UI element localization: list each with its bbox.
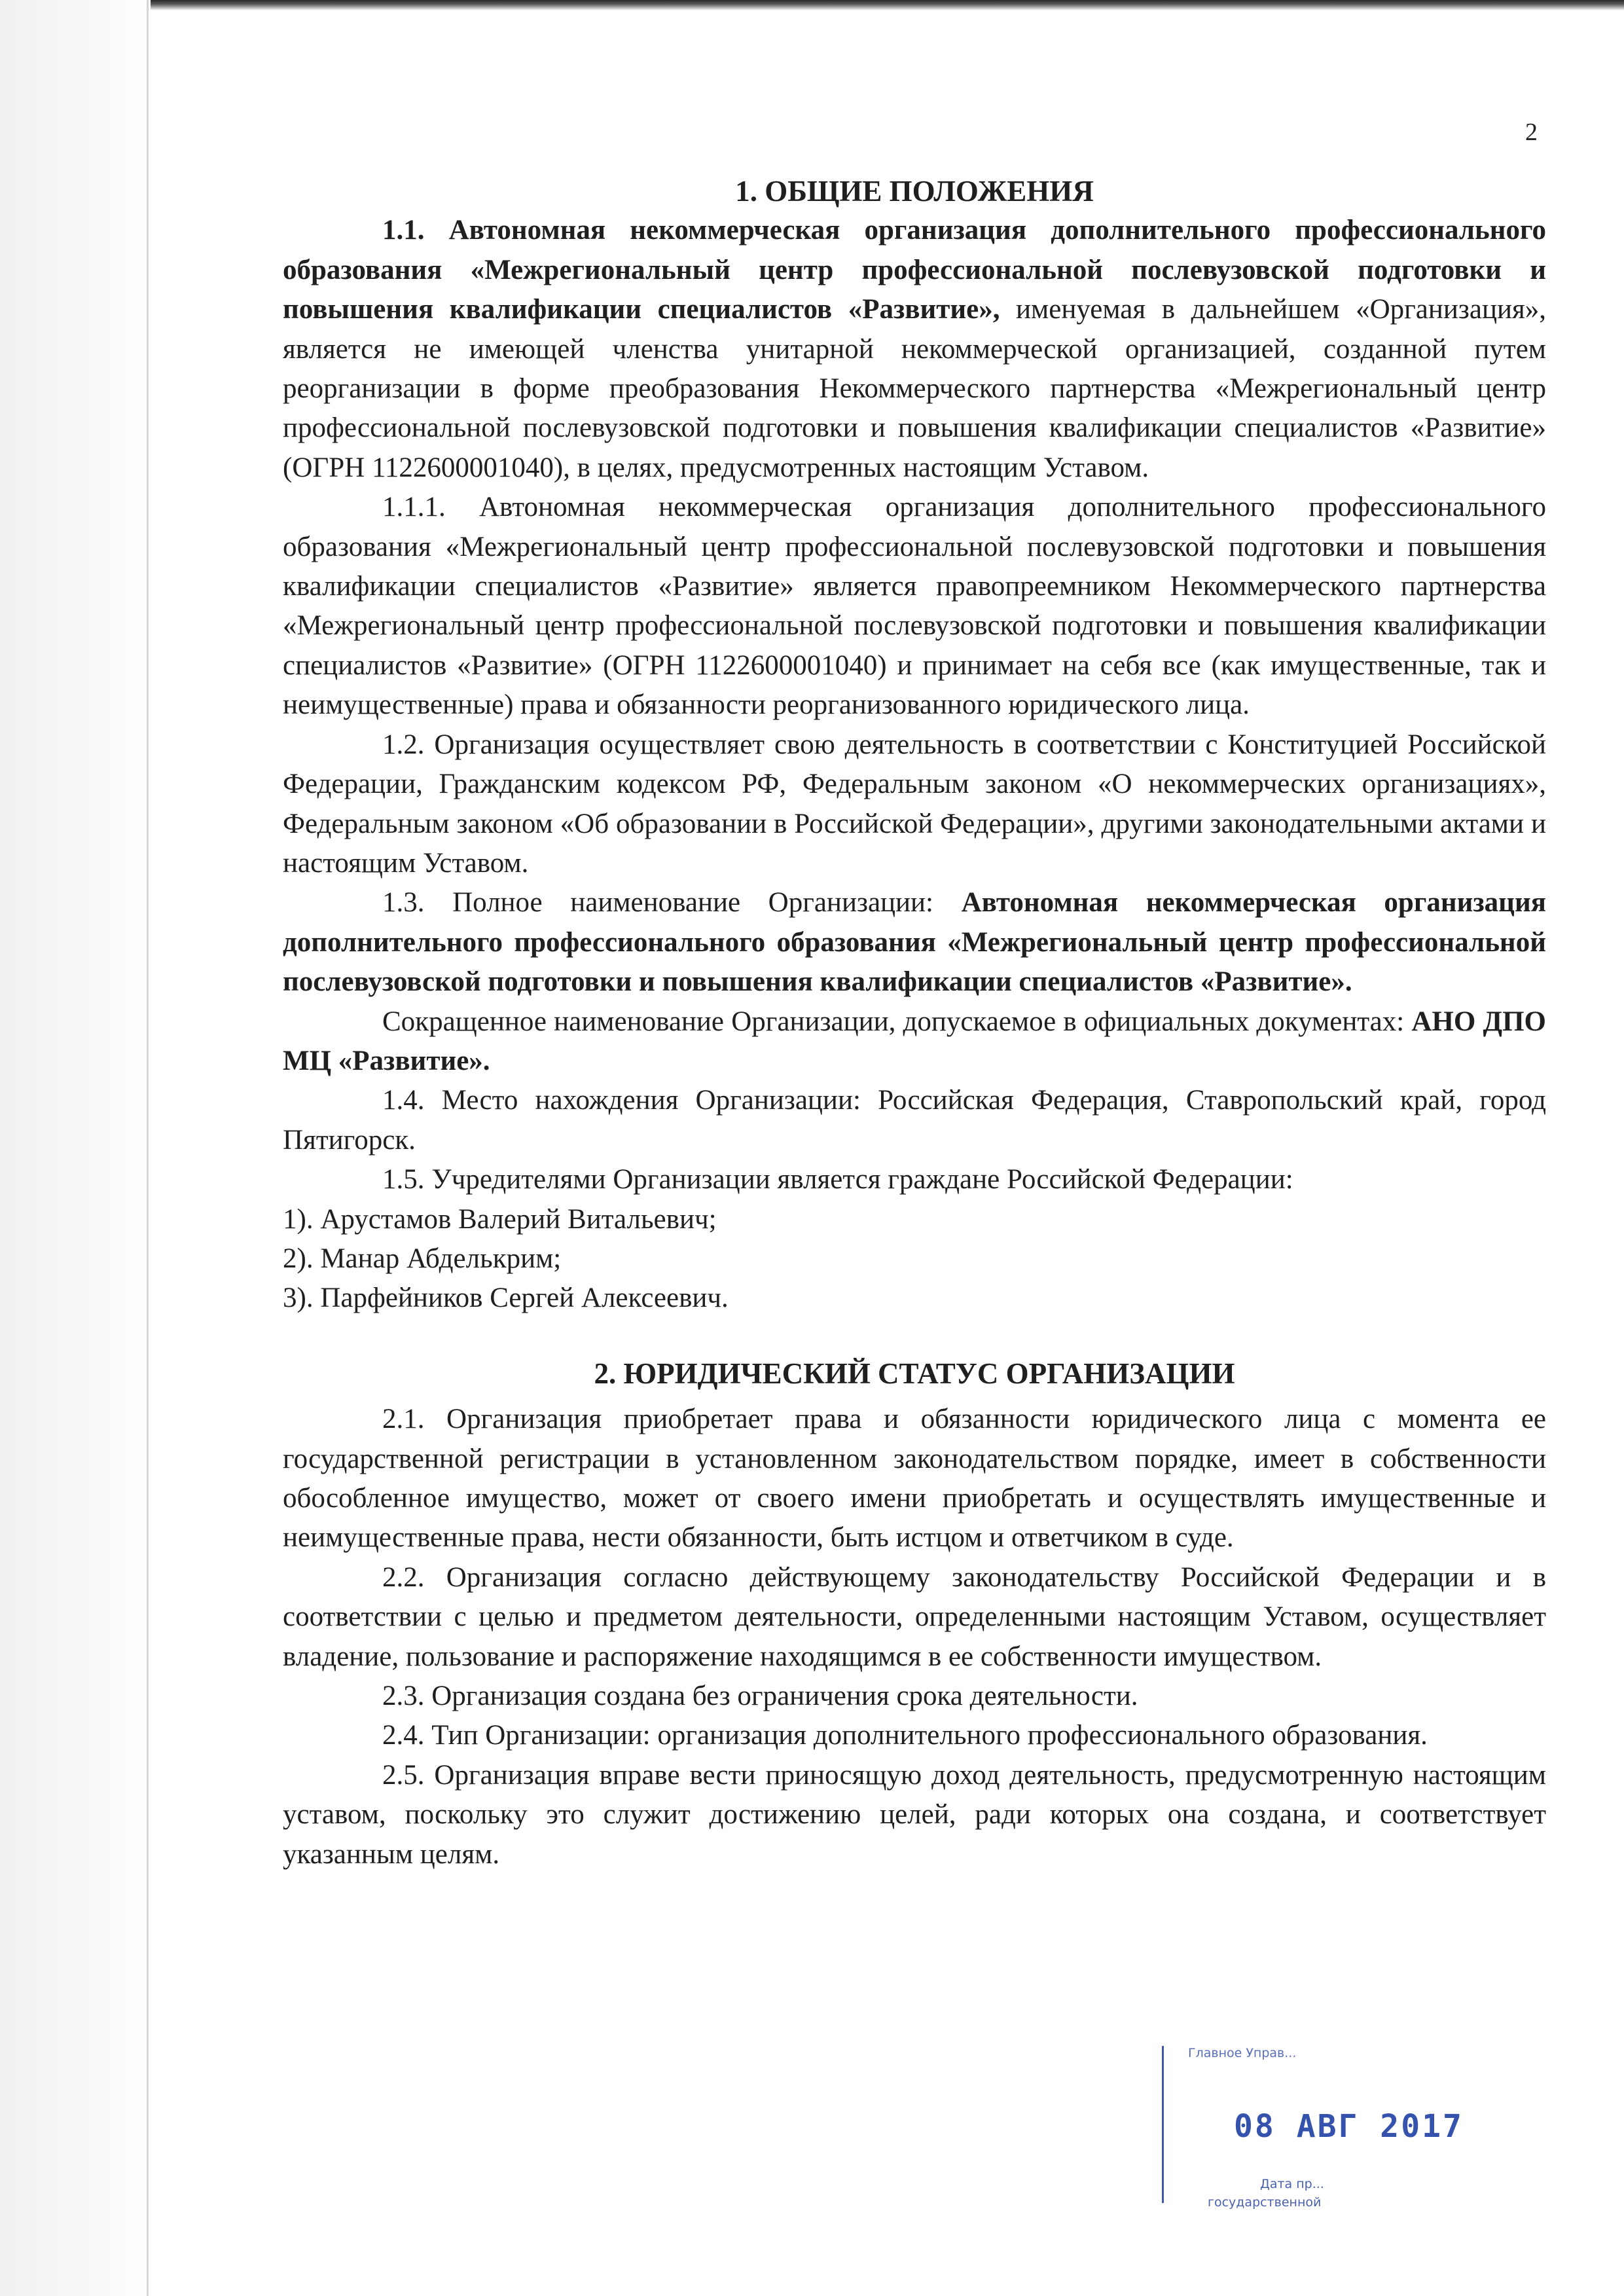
section-1-heading: 1. ОБЩИЕ ПОЛОЖЕНИЯ: [735, 175, 1094, 208]
paragraph-1-1-number: 1.1.: [382, 215, 425, 246]
stamp-footer-line-2: государственной: [1208, 2195, 1322, 2210]
paragraph-1-4: 1.4. Место нахождения Организации: Российская Федерация, Ставропольский край, город Пятигорск.: [283, 1085, 1546, 1156]
paragraph-1-1-1: 1.1.1. Автономная некоммерческая организация дополнительного профессионального образования «Межрегиональный центр профессиональной послевузовской подготовки и повышения квалификации специалистов «Развитие» является правопреемником Некоммерческого партнерства «Межрегиональный центр профессиональной послевузовской подготовки и повышения квалификации специалистов «Развитие» (ОГРН 1122600001040) и принимает на себя все (как имущественные, так и неимущественные) права и обязанности реорганизованного юридического лица.: [283, 492, 1546, 721]
short-name-intro: Сокращенное наименование Организации, допускаемое в официальных документах:: [382, 1006, 1405, 1037]
paragraph-1-3: [283, 883, 1546, 1002]
document-body: [283, 172, 1546, 1874]
stamp-footer-line-1: Дата пр...: [1260, 2177, 1324, 2191]
stamp-border-line: [1162, 2046, 1164, 2203]
paragraph-2-3: 2.3. Организация создана без ограничения срока деятельности.: [382, 1681, 1138, 1712]
page-number: 2: [1525, 118, 1538, 146]
paragraph-2-2: 2.2. Организация согласно действующему законодательству Российской Федерации и в соответствии с целью и предметом деятельности, определенными настоящим Уставом, осуществляет владение, пользование и распоряжение находящимся в ее собственности имуществом.: [283, 1561, 1546, 1672]
founder-item: 1). Арустамов Валерий Витальевич;: [283, 1203, 717, 1235]
paragraph-1-5: 1.5. Учредителями Организации является граждане Российской Федерации:: [382, 1164, 1293, 1195]
registration-stamp: [1162, 2046, 1502, 2223]
short-name-value: АНО ДПО МЦ «Развитие».: [283, 1006, 1546, 1076]
paragraph-2-4: 2.4. Тип Организации: организация дополнительного профессионального образования.: [382, 1720, 1428, 1751]
paragraph-1-1-text: именуемая в дальнейшем «Организация», является не имеющей членства унитарной некоммерческой организацией, созданной путем реорганизации в форме преобразования Некоммерческого партнерства «Межрегиональный центр профессиональной послевузовской подготовки и повышения квалификации специалистов «Развитие» (ОГРН 1122600001040), в целях, предусмотренных настоящим Уставом.: [283, 294, 1546, 483]
scan-left-margin: [0, 0, 151, 2296]
paragraph-2-5: 2.5. Организация вправе вести приносящую доход деятельность, предусмотренную настоящим уставом, поскольку это служит достижению целей, ради которых она создана, и соответствует указанным целям.: [283, 1759, 1546, 1870]
section-2-heading: 2. ЮРИДИЧЕСКИЙ СТАТУС ОРГАНИЗАЦИИ: [594, 1357, 1235, 1390]
scan-top-edge: [0, 0, 1624, 10]
paragraph-1-3-intro: 1.3. Полное наименование Организации:: [382, 887, 934, 919]
paragraph-2-1: 2.1. Организация приобретает права и обязанности юридического лица с момента ее государственной регистрации в установленном законодательством порядке, имеет в собственности обособленное имущество, может от своего имени приобретать и осуществлять имущественные и неимущественные права, нести обязанности, быть истцом и ответчиком в суде.: [283, 1404, 1546, 1554]
founder-item: 2). Манар Абделькрим;: [283, 1243, 562, 1274]
paragraph-1-2: 1.2. Организация осуществляет свою деятельность в соответствии с Конституцией Российской Федерации, Гражданским кодексом РФ, Федеральным законом «О некоммерческих организациях», Федеральным законом «Об образовании в Российской Федерации», другими законодательными актами и настоящим Уставом.: [283, 729, 1546, 879]
stamp-date: 08 АВГ 2017: [1234, 2108, 1464, 2145]
short-name-paragraph: [283, 1002, 1546, 1082]
paragraph-1-3-full-name: Автономная некоммерческая организация дополнительного профессионального образования «Межрегиональный центр профессиональной послевузовской подготовки и повышения квалификации специалистов «Развитие».: [283, 887, 1546, 998]
stamp-header: Главное Управ...: [1188, 2046, 1297, 2060]
paragraph-1-1: [283, 211, 1546, 488]
founder-item: 3). Парфейников Сергей Алексеевич.: [283, 1283, 729, 1314]
page-fold-line: [147, 0, 149, 2296]
paragraph-1-1-org-name: Автономная некоммерческая организация дополнительного профессионального образования «Межрегиональный центр профессиональной послевузовской подготовки и повышения квалификации специалистов «Развитие»,: [283, 215, 1546, 325]
